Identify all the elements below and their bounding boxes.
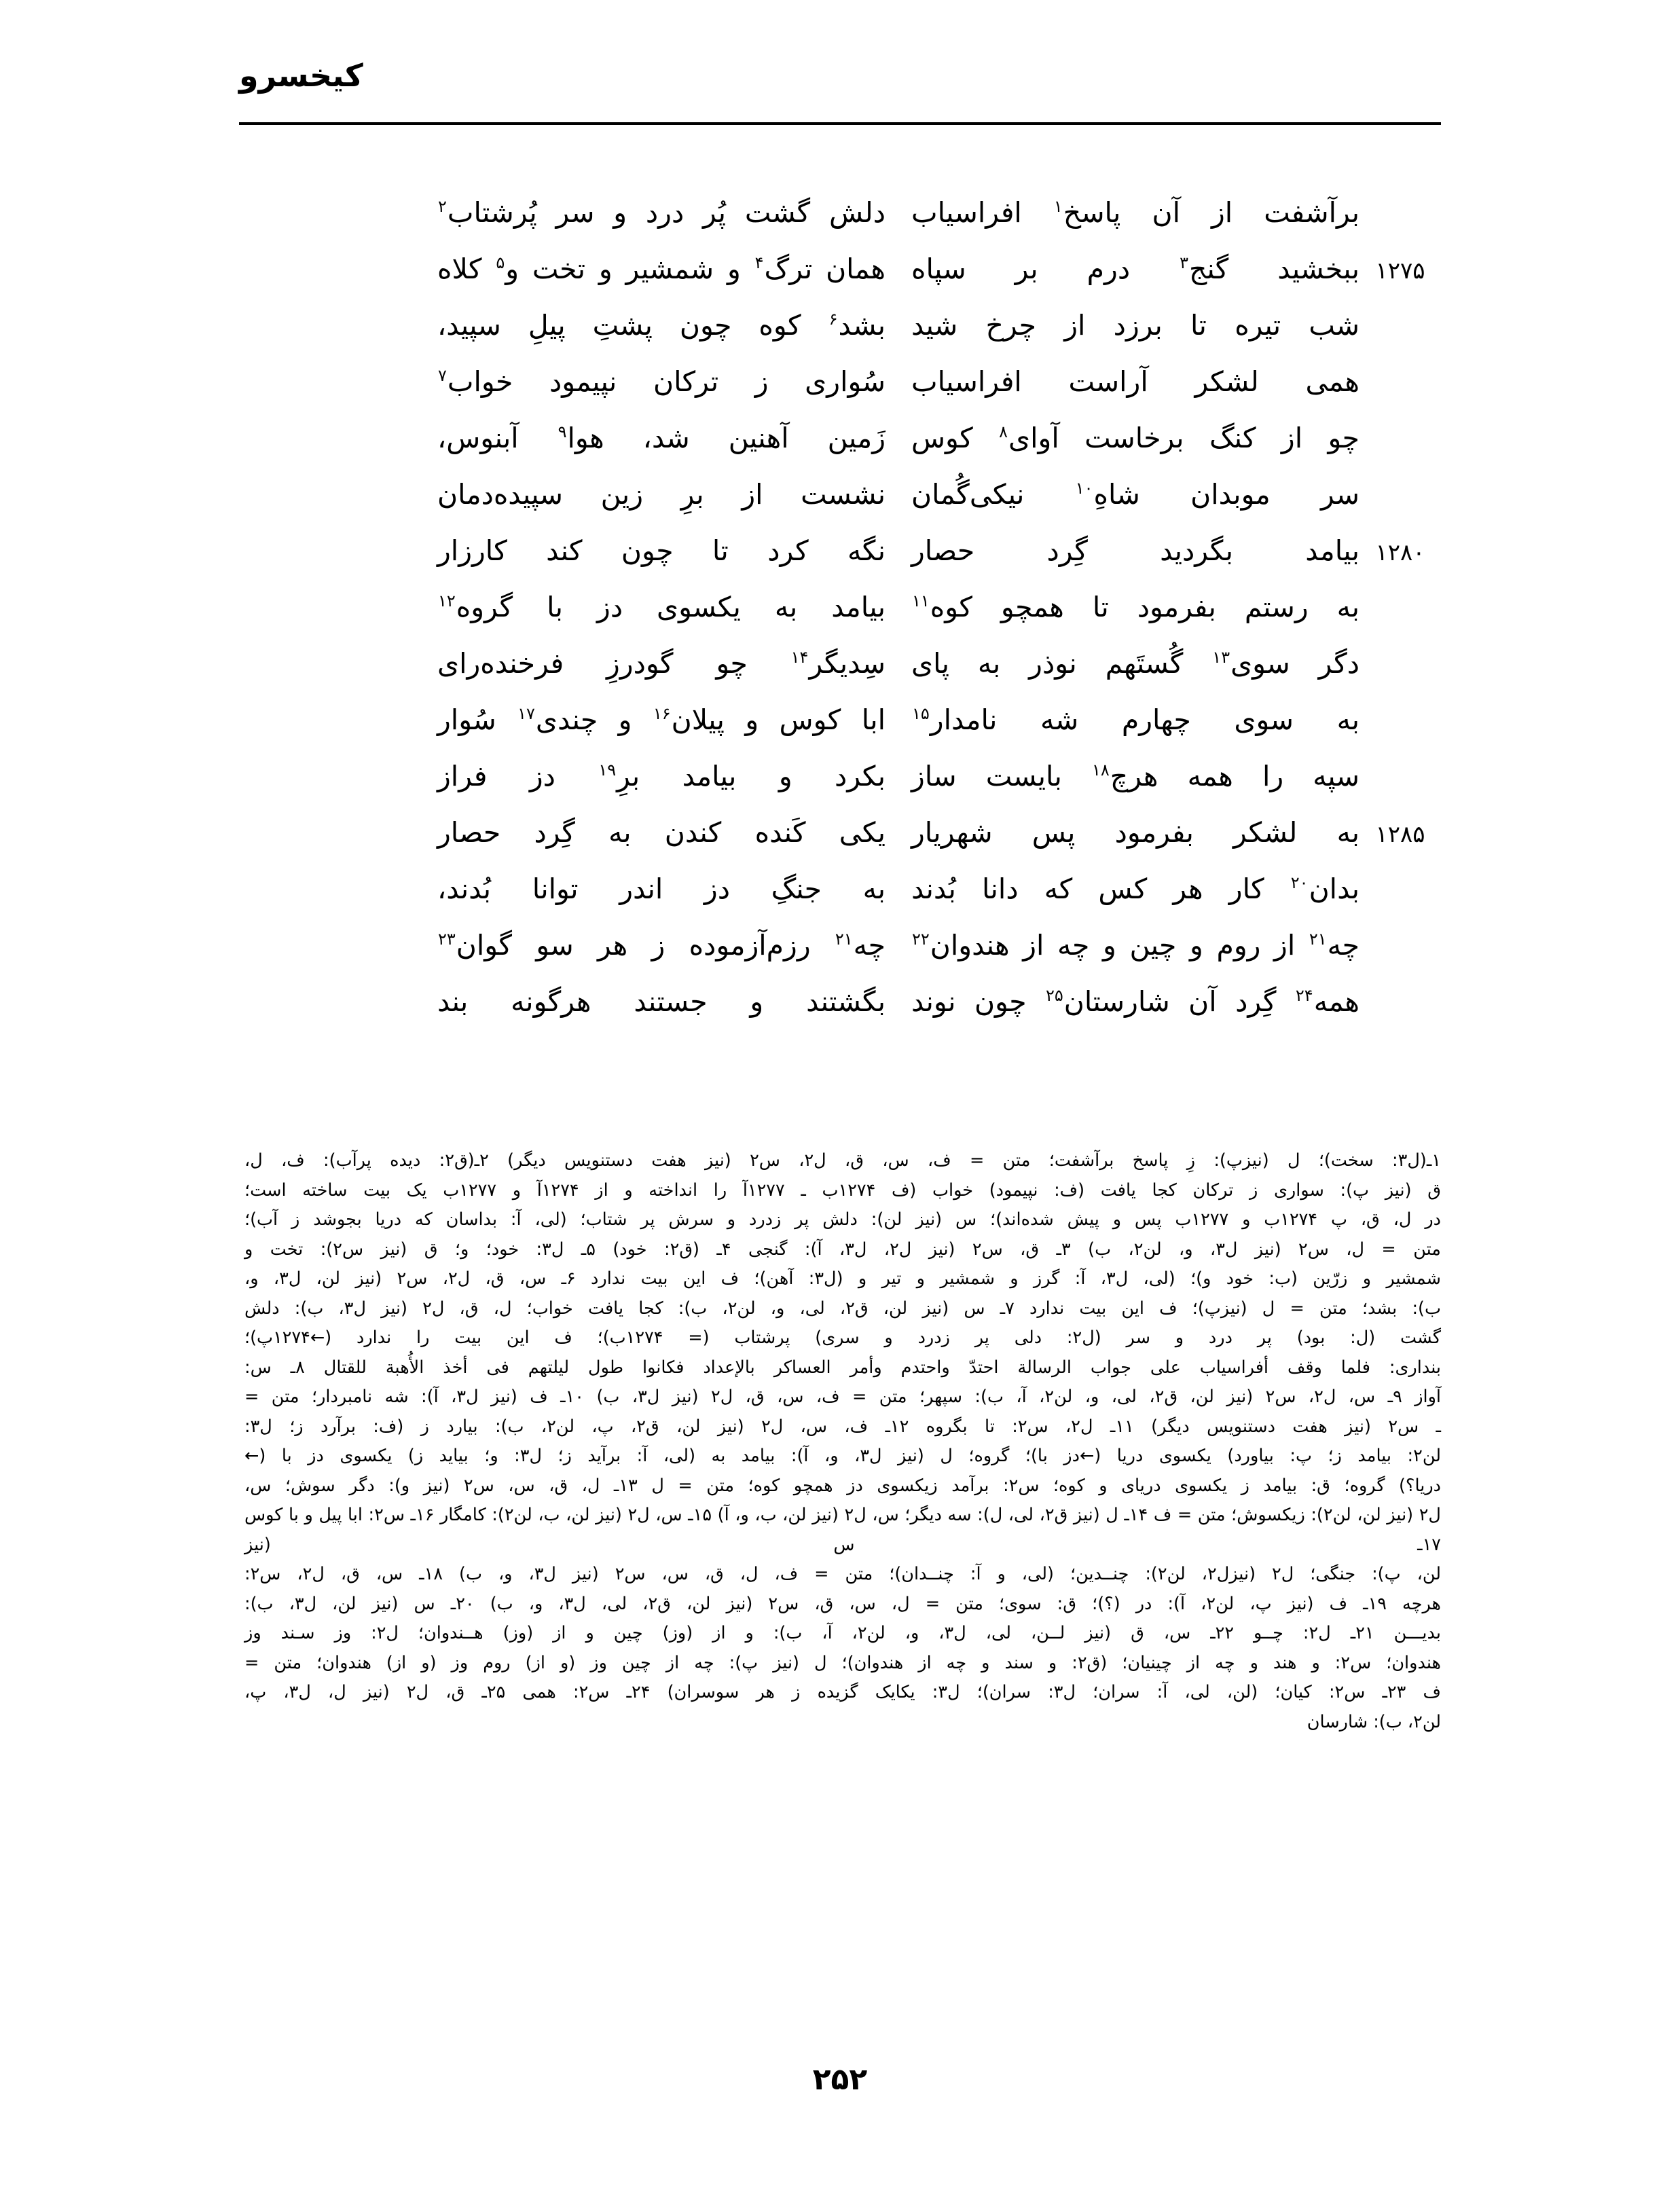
- apparatus-line: ف ۲۳ـ س۲: کیان؛ (لن، لی، آ: سران؛ ل۳: سران)؛ ل۳: یکایک گزیده ز هر سوسران) ۲۴ـ س۲: همی ۲۵ـ ق، ل۲ (نیز ل، ل۳، پ،: [244, 1682, 1441, 1702]
- footnote-ref[interactable]: ۹: [558, 422, 567, 442]
- apparatus-line: در ل، ق، پ ۱۲۷۴ب و ۱۲۷۷ب پس و پیش شده‌اند)؛ س (نیز لن): دلش پر زدرد و سرش پر شتاب؛ (لی، آ: بداسان که دریا بجوشد ز آب)؛: [244, 1209, 1441, 1230]
- apparatus-line: ۱ـ(ل۳: سخت)؛ ل (نیزپ): زِ پاسخ برآشفت؛ متن = ف، س، ق، ل۲، س۲ (نیز هفت دستنویس دیگر) ۲ـ(ق۲: دیده پرآب): ف، ل،: [244, 1150, 1441, 1171]
- hemistich-first: برآشفت از آن پاسخ$^۱$ افراسیاب: [911, 196, 1359, 229]
- apparatus-line: بنداری: فلما وقف أفراسیاب علی جواب الرسالة احتدّ واحتدم وأمر العساکر بالإعداد فکانوا طول لیلتهم فی أخذ الأُهبة للقتال ۸ـ س:: [244, 1357, 1441, 1378]
- apparatus-line: دریا؟) گروه؛ ق: بیامد ز یکسوی دریای و کوه؛ س۲: برآمد زیکسوی دز همچو کوه؛ متن = ل ۱۳ـ ل، ق، س، س۲ (نیز و): دگر سوش؛ س،: [244, 1475, 1441, 1496]
- footnote-ref[interactable]: ۱۱: [912, 591, 930, 611]
- hemistich-first: به رستم بفرمود تا همچو کوه$^{۱۱}$: [912, 591, 1359, 623]
- footnote-ref[interactable]: ۱۸: [1092, 761, 1110, 780]
- hemistich-first: به لشکر بفرمود پس شهریار: [911, 816, 1359, 849]
- hemistich-first: به سوی چهارم شه نامدار$^{۱۵}$: [912, 703, 1359, 736]
- verse-couplet: [253, 185, 1441, 241]
- footnote-ref[interactable]: ۲۰: [1290, 873, 1309, 893]
- footnote-ref[interactable]: ۱۵: [912, 704, 930, 724]
- hemistich-second: چه$^{۲۱}$ رزم‌آزموده ز هر سو گوان$^{۲۳}$: [438, 929, 885, 962]
- apparatus-line: آواز ۹ـ س، ل۲، س۲ (نیز لن، ق۲، لی، و، لن۲، آ، ب): سپهر؛ متن = ف، س، ق، ل۲ (نیز ل۳، ب) ۱۰ـ ف (نیز ل۳، آ): شه نامبردار؛ متن =: [244, 1387, 1441, 1407]
- footnote-ref[interactable]: ۱: [1053, 197, 1063, 217]
- footnote-ref[interactable]: ۶: [828, 310, 838, 329]
- hemistich-first: دگر سوی$^{۱۳}$ گُستَهم نوذر به پای: [911, 647, 1360, 680]
- verse-couplet: [253, 466, 1441, 523]
- apparatus-line: لن۲: بیامد ز؛ پ: بیاورد) یکسوی دریا (←دز با)؛ گروه؛ ل (نیز ل۳، و، آ): بیامد به (لی، آ: برآید ز؛ ل۳: و؛ بیاید ز) یکسوی دز با (←: [244, 1446, 1441, 1466]
- hemistich-first: چه$^{۲۱}$ از روم و چین و چه از هندوان$^{۲۲}$: [912, 929, 1359, 962]
- footnote-ref[interactable]: ۱۳: [1212, 648, 1230, 667]
- verse-number: ۱۲۷۵: [1375, 257, 1425, 285]
- apparatus-line: ـ س۲ (نیز هفت دستنویس دیگر) ۱۱ـ ل۲، س۲: تا بگروه ۱۲ـ ف، س، ل۲ (نیز لن، ق۲، پ، لن۲، ب): بیارد ز (ف: برآرد ز؛ ل۳:: [244, 1416, 1442, 1437]
- hemistich-second: یکی کَنده کندن به گِرد حصار: [437, 816, 885, 849]
- page-header: [239, 57, 1441, 125]
- apparatus-line: لن، پ): جنگی؛ ل۲ (نیزل۲، لن۲): چنــدین؛ (لی، و آ: چنــدان)؛ متن = ف، ل، ق، س، س۲ (نیز ل۳، و، ب) ۱۸ـ س، ق، ل۲، س۲:: [244, 1564, 1442, 1584]
- apparatus-line: ق (نیز پ): سواری ز ترکان کجا یافت (ف: نپیمود) خواب (ف ۱۲۷۴ب ـ ۱۲۷۷آ را انداخته و از ۱۲۷۴آ و ۱۲۷۷ب یک بیت ساخته است؛: [244, 1179, 1441, 1201]
- footnote-ref[interactable]: ۲۱: [835, 930, 853, 949]
- verse-couplet: [253, 636, 1441, 692]
- hemistich-second: بیامد به یکسوی دز با گروه$^{۱۲}$: [438, 591, 885, 623]
- footnote-ref[interactable]: ۱۹: [598, 761, 617, 780]
- hemistich-second: بشد$^۶$ کوه چون پشتِ پیلِ سپید،: [437, 309, 885, 342]
- verse-couplet: [253, 297, 1441, 354]
- verse-couplet: [253, 748, 1441, 805]
- apparatus-line: لن۲، ب): شارسان: [1307, 1711, 1441, 1732]
- footnote-ref[interactable]: ۲۱: [1309, 930, 1327, 949]
- footnote-ref[interactable]: ۳: [1180, 253, 1188, 273]
- hemistich-first: همه$^{۲۴}$ گِرد آن شارستان$^{۲۵}$ چون نوند: [911, 985, 1359, 1018]
- footnote-ref[interactable]: ۲۴: [1295, 986, 1313, 1006]
- footnote-ref[interactable]: ۲۳: [438, 930, 456, 949]
- verse-number: ۱۲۸۵: [1375, 821, 1425, 848]
- apparatus-line: ل۲ (نیز لن، لن۲): زیکسوش؛ متن = ف ۱۴ـ ل (نیز ق۲، لی، ل): سه دیگر؛ س، ل۲ (نیز لن، ب، و، آ) ۱۵ـ س، ل۲ (نیز لن، ب، لن۲): کامگار ۱۶ـ س۲: ابا پیل و با کوس ۱۷ـ س (نیز: [244, 1505, 1441, 1555]
- apparatus-line: هرچه ۱۹ـ ف (نیز پ، لن۲، آ): در (؟)؛ ق: سوی؛ متن = ل، س، ق، س۲ (نیز لن، ق۲، لی، ل۳، و، ب) ۲۰ـ س (نیز لن، ل۳، ب):: [244, 1593, 1441, 1614]
- folio-number: ۲۵۲: [812, 2062, 868, 2097]
- verse-block: [253, 185, 1441, 1030]
- footnote-ref[interactable]: ۵: [496, 253, 505, 273]
- footnote-ref[interactable]: ۱۴: [790, 648, 809, 667]
- hemistich-first: همی لشکر آراست افراسیاب: [911, 365, 1359, 398]
- hemistich-second: به جنگِ دز اندر توانا بُدند،: [437, 873, 885, 905]
- hemistich-first: شب تیره تا برزد از چرخ شید: [911, 309, 1359, 342]
- verse-couplet: [253, 805, 1441, 861]
- verse-couplet: [253, 579, 1441, 636]
- hemistich-second: همان ترگ$^۴$ و شمشیر و تخت و$^۵$ کلاه: [437, 253, 886, 285]
- apparatus-line: گشت (ل: بود) پر درد و سر (ل۲: دلی پر زدرد و سری) پرشتاب (= ۱۲۷۴ب)؛ ف این بیت را ندارد (←۱۲۷۴پ)؛: [244, 1328, 1441, 1348]
- footnote-ref[interactable]: ۷: [438, 366, 447, 386]
- verse-couplet: [253, 354, 1441, 410]
- critical-apparatus: [244, 1146, 1441, 1737]
- footnote-ref[interactable]: ۲۵: [1046, 986, 1063, 1006]
- hemistich-first: چو از کنگ برخاست آوای$^۸$ کوس: [911, 422, 1360, 454]
- hemistich-second: سِدیگر$^{۱۴}$ چو گودرزِ فرخنده‌رای: [437, 647, 885, 680]
- apparatus-line: هندوان؛ س۲: و هند و چه از چینیان؛ (ق۲: و سند و چه از هندوان)؛ ل (نیز پ): چه از چین وز (و از) روم وز (و از) هندوان؛ متن =: [244, 1652, 1441, 1673]
- hemistich-second: ابا کوس و پیلان$^{۱۶}$ و چندی$^{۱۷}$ سُوار: [437, 703, 885, 736]
- footnote-ref[interactable]: ۱۷: [517, 704, 535, 724]
- hemistich-second: نشست از برِ زین سپیده‌دمان: [437, 478, 885, 511]
- hemistich-second: بکرد و بیامد برِ$^{۱۹}$ دز فراز: [437, 760, 885, 792]
- apparatus-line: ب): بشد؛ متن = ل (نیزپ)؛ ف این بیت ندارد ۷ـ س (نیز لن، ق۲، لی، و، لن۲، ب): کجا یافت خواب؛ ل، ق، ل۲ (نیز ل۳، ب): دلش: [244, 1298, 1441, 1319]
- verse-couplet: [253, 410, 1441, 466]
- hemistich-first: ببخشید گنج$^۳$ درم بر سپاه: [911, 253, 1359, 285]
- verse-couplet: [253, 692, 1441, 748]
- footnote-ref[interactable]: ۱۶: [653, 704, 671, 724]
- hemistich-first: سر موبدان شاهِ$^{۱۰}$ نیکی‌گُمان: [911, 478, 1359, 511]
- hemistich-second: دلش گشت پُر درد و سر پُرشتاب$^۲$: [438, 196, 885, 229]
- hemistich-first: سپه را همه هرچ$^{۱۸}$ بایست ساز: [911, 760, 1359, 792]
- apparatus-line: متن = ل، س۲ (نیز ل۳، و، لن۲، ب) ۳ـ ق، س۲ (نیز ل۲، ل۳، آ): گنجی ۴ـ (ق۲: خود) ۵ـ ل۳: خود؛ و؛ ق (نیز س۲): تخت و: [244, 1239, 1441, 1260]
- verse-couplet: [253, 974, 1441, 1030]
- header-rule: [239, 122, 1441, 125]
- footnote-ref[interactable]: ۲: [438, 197, 447, 217]
- verse-couplet: [253, 523, 1441, 579]
- hemistich-first: بدان$^{۲۰}$ کار هر کس که دانا بُدند: [911, 873, 1359, 905]
- hemistich-second: سُواری ز ترکان نپیمود خواب$^۷$: [438, 365, 885, 398]
- verse-number: ۱۲۸۰: [1375, 539, 1425, 566]
- footnote-ref[interactable]: ۲۲: [912, 930, 930, 949]
- verse-couplet: [253, 917, 1441, 974]
- hemistich-second: بگشتند و جستند هرگونه بند: [437, 985, 885, 1018]
- footnote-ref[interactable]: ۱۲: [438, 591, 456, 611]
- apparatus-line: بدیـــن ۲۱ـ ل۲: چــو ۲۲ـ س، ق (نیز لــن، لی، ل۳، و، لن۲، آ، ب): و از (وز) چین و از (وز) هــندوان؛ ل۲: وز سـند وز: [244, 1623, 1441, 1643]
- footnote-ref[interactable]: ۴: [754, 253, 764, 273]
- footnote-ref[interactable]: ۸: [999, 422, 1008, 442]
- hemistich-first: بیامد بگردید گِرد حصار: [911, 534, 1359, 567]
- apparatus-line: شمشیر و زرّین (ب: خود و)؛ (لی، ل۳، آ: گرز و شمشیر و تیر و (ل۳: آهن)؛ ف این بیت ندارد ۶ـ س، ق، ل۲، س۲ (نیز لن، ل۳، و،: [244, 1268, 1441, 1289]
- verse-couplet: [253, 241, 1441, 297]
- verse-couplet: [253, 861, 1441, 917]
- running-title: کیخسرو: [239, 57, 363, 94]
- hemistich-second: نگه کرد تا چون کند کارزار: [437, 534, 885, 567]
- hemistich-second: زَمین آهنین شد، هوا$^۹$ آبنوس،: [437, 422, 885, 454]
- footnote-ref[interactable]: ۱۰: [1075, 479, 1093, 498]
